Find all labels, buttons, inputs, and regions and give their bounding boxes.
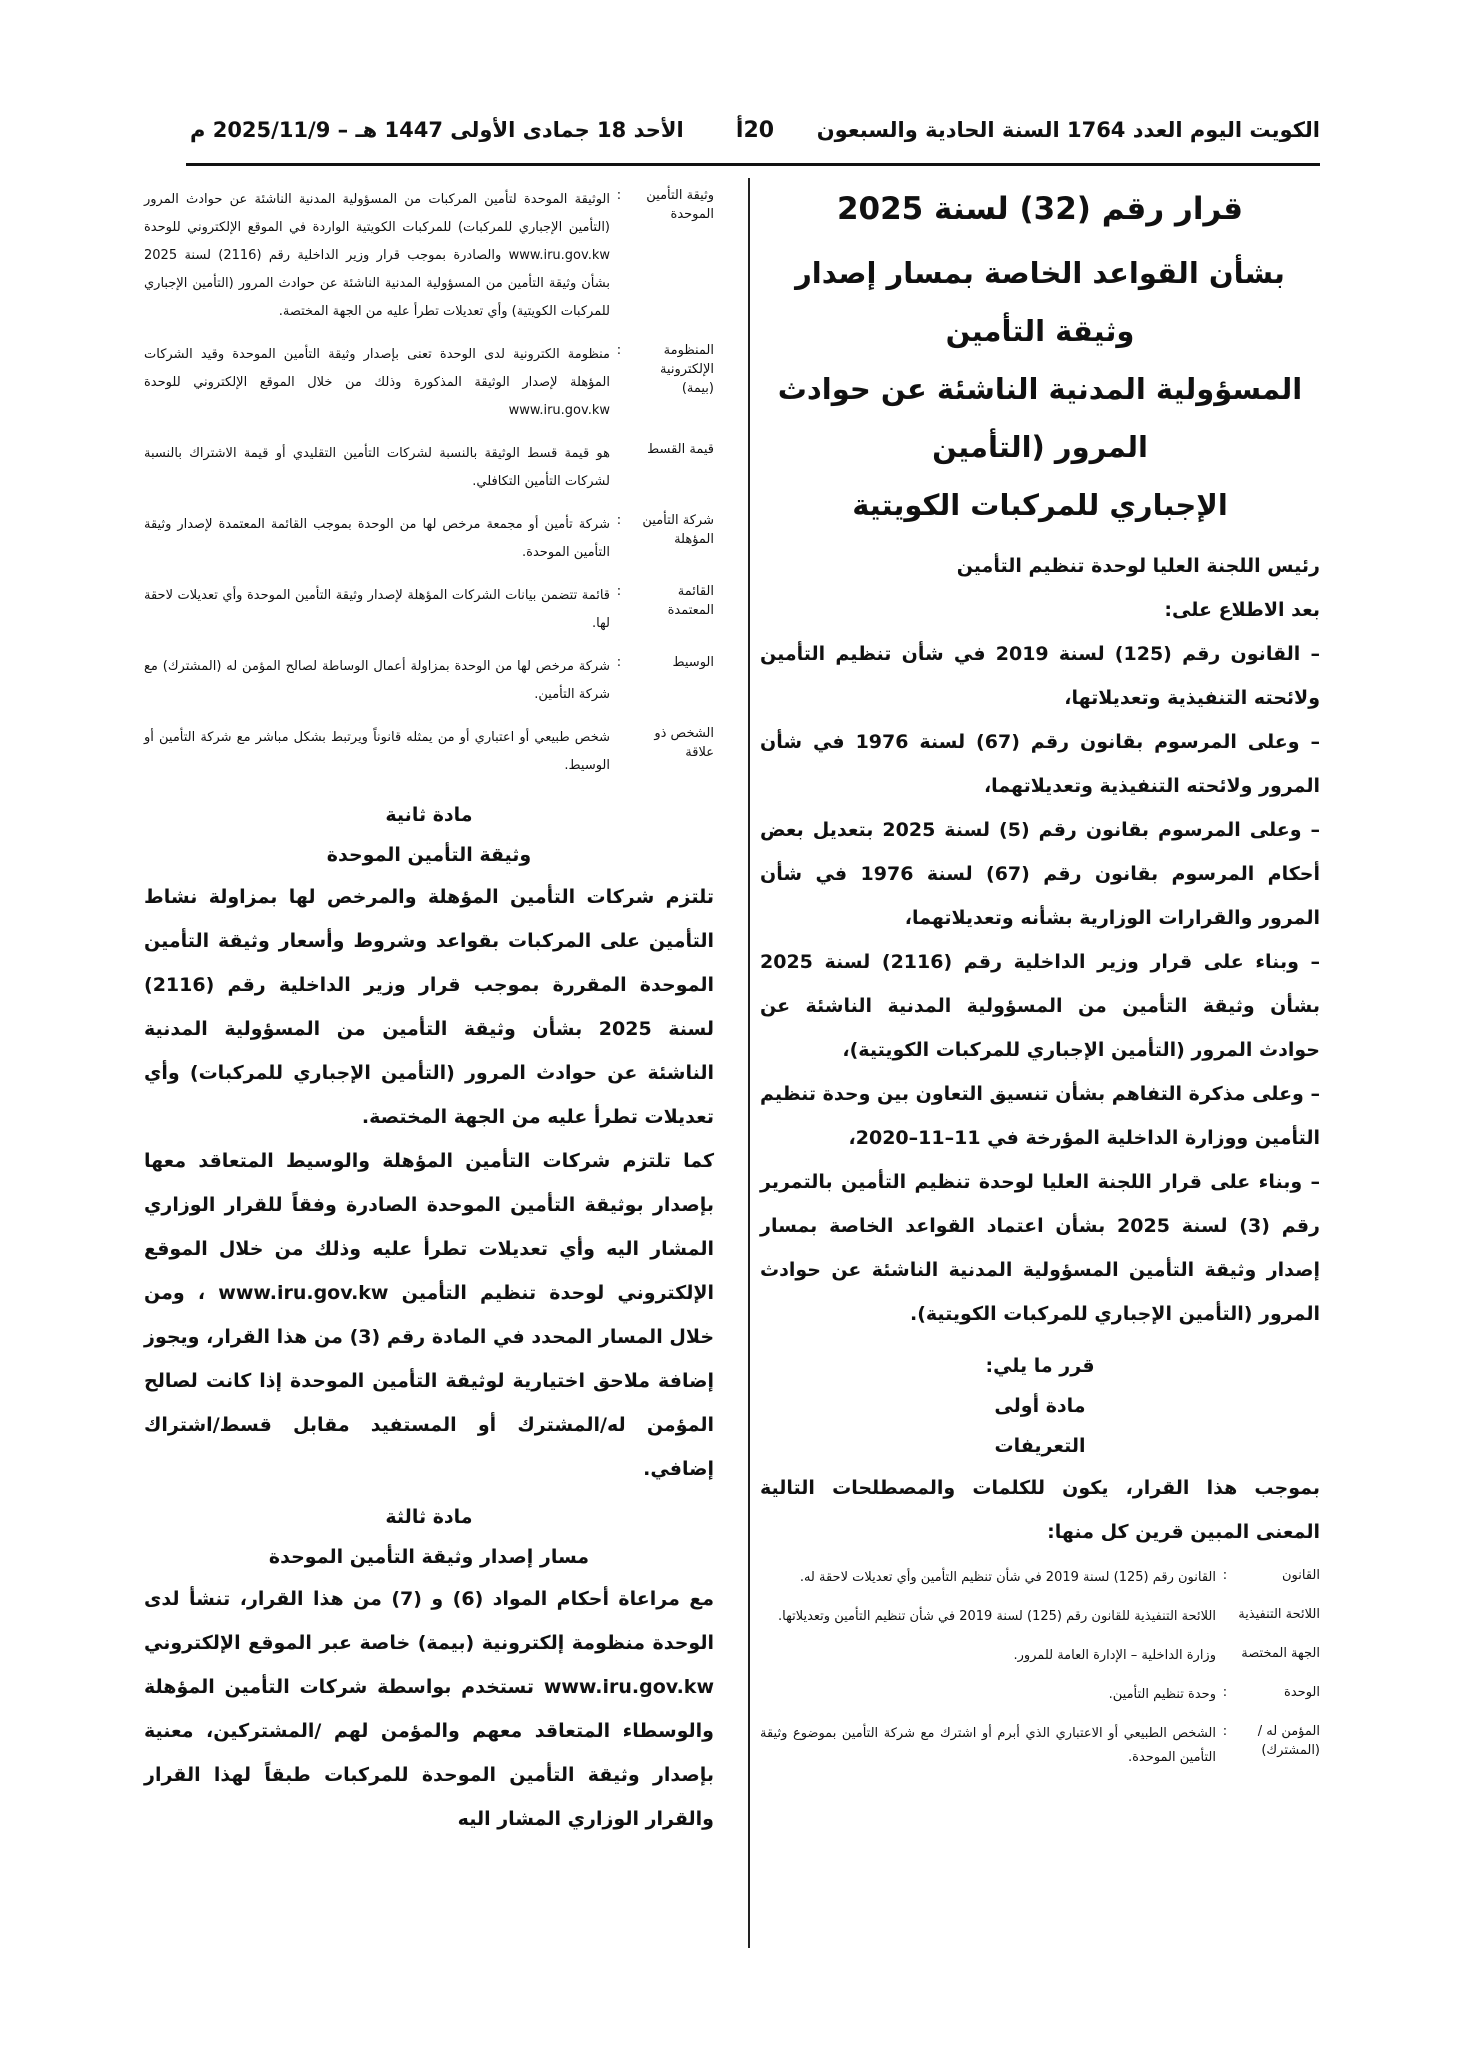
definition-term: المؤمن له / (المشترك) — [1257, 1724, 1320, 1758]
definition-term: الجهة المختصة — [1241, 1646, 1320, 1661]
definition-row — [144, 335, 714, 434]
article-3-paragraph: مع مراعاة أحكام المواد (6) و (7) من هذا القرار، تنشأ لدى الوحدة منظومة إلكترونية (بيمة) خاصة عبر الموقع الإلكتروني www.iru.gov.kw تستخدم بواسطة شركات التأمين المؤهلة والوسطاء المتعاقد معهم والمؤمن لهم /المشتركين، معنية بإصدار وثيقة التأمين الموحدة للمركبات طبقاً لهذا القرار والقرار الوزاري المشار اليه — [144, 1588, 714, 1830]
recital-item: – وبناء على قرار وزير الداخلية رقم (2116) لسنة 2025 بشأن وثيقة التأمين من المسؤولية المدنية الناشئة عن حوادث المرور (التأمين الإجباري للمركبات الكويتية)، — [760, 951, 1320, 1061]
header-divider — [186, 163, 1320, 166]
definition-text: شركة تأمين أو مجمعة مرخص لها من الوحدة بموجب القائمة المعتمدة لإصدار وثيقة التأمين الموحدة. — [144, 517, 610, 560]
article-3-heading: مادة ثالثة — [385, 1506, 473, 1528]
after-review-line: بعد الاطلاع على: — [1164, 599, 1320, 621]
recital-item: – وعلى المرسوم بقانون رقم (67) لسنة 1976 في شأن المرور ولائحته التنفيذية وتعديلاتهما، — [760, 731, 1320, 797]
definition-text: شخص طبيعي أو اعتباري أو من يمثله قانوناً ويرتبط بشكل مباشر مع شركة التأمين أو الوسيط. — [144, 730, 610, 773]
definition-term: وثيقة التأمين الموحدة — [646, 188, 714, 222]
definition-term: الوسيط — [672, 655, 714, 670]
issue-date: الأحد 18 جمادى الأولى 1447 هـ – 2025/11/9 م — [190, 118, 684, 142]
definitions-table-continued — [144, 180, 714, 789]
definition-term: القانون — [1282, 1568, 1320, 1583]
recital-item: – وبناء على قرار اللجنة العليا لوحدة تنظيم التأمين بالتمرير رقم (3) لسنة 2025 بشأن اعتماد القواعد الخاصة بمسار إصدار وثيقة التأمين المسؤولية المدنية الناشئة عن حوادث المرور (التأمين الإجباري للمركبات الكويتية). — [760, 1171, 1320, 1325]
definition-separator: : — [1222, 1685, 1228, 1700]
definition-text: اللائحة التنفيذية للقانون رقم (125) لسنة 2019 في شأن تنظيم التأمين وتعديلاتها. — [778, 1609, 1216, 1624]
page-header — [190, 118, 1320, 158]
definitions-heading: التعريفات — [994, 1435, 1086, 1457]
definition-row — [760, 1677, 1320, 1716]
definition-row — [144, 647, 714, 718]
definition-row — [760, 1599, 1320, 1638]
definition-row — [760, 1638, 1320, 1677]
column-divider — [748, 178, 750, 1948]
definition-separator: : — [616, 513, 622, 528]
definition-text: الشخص الطبيعي أو الاعتباري الذي أبرم أو اشترك مع شركة التأمين بموضوع وثيقة التأمين الموحدة. — [760, 1726, 1216, 1765]
article-3-title: مسار إصدار وثيقة التأمين الموحدة — [268, 1546, 590, 1568]
definition-separator: : — [616, 584, 622, 599]
definition-separator: : — [1222, 1724, 1228, 1739]
definition-text: القانون رقم (125) لسنة 2019 في شأن تنظيم التأمين وأي تعديلات لاحقة له. — [799, 1570, 1216, 1585]
definition-separator — [1216, 1638, 1234, 1677]
definition-row — [144, 576, 714, 647]
definition-text: منظومة الكترونية لدى الوحدة تعنى بإصدار وثيقة التأمين الموحدة وقيد الشركات المؤهلة لإصدار الوثيقة المذكورة وذلك من خلال الموقع الإلكتروني للوحدة www.iru.gov.kw — [144, 347, 610, 418]
definition-row — [144, 718, 714, 789]
decision-subject-line-3: الإجباري للمركبات الكويتية — [852, 488, 1228, 522]
definitions-table — [760, 1560, 1320, 1779]
article-2-heading: مادة ثانية — [385, 804, 473, 826]
definition-separator: : — [1222, 1568, 1228, 1583]
definition-term: اللائحة التنفيذية — [1238, 1607, 1320, 1622]
page-number: 20أ — [735, 118, 775, 143]
definition-row — [760, 1560, 1320, 1599]
article-2-paragraph: تلتزم شركات التأمين المؤهلة والمرخص لها بمزاولة نشاط التأمين على المركبات بقواعد وشروط وأسعار وثيقة التأمين الموحدة المقررة بموجب قرار وزير الداخلية رقم (2116) لسنة 2025 بشأن وثيقة التأمين من المسؤولية المدنية الناشئة عن حوادث المرور (التأمين الإجباري للمركبات) وأي تعديلات تطرأ عليه من الجهة المختصة. — [144, 886, 714, 1128]
definition-separator: : — [616, 655, 622, 670]
decision-subject-line-1: بشأن القواعد الخاصة بمسار إصدار وثيقة التأمين — [795, 256, 1285, 348]
article-1-heading: مادة أولى — [994, 1395, 1086, 1417]
recital-item: – وعلى المرسوم بقانون رقم (5) لسنة 2025 بتعديل بعض أحكام المرسوم بقانون رقم (67) لسنة 1976 في شأن المرور والقرارات الوزارية بشأنه وتعديلاتهما، — [760, 819, 1320, 929]
definitions-intro: بموجب هذا القرار، يكون للكلمات والمصطلحات التالية المعنى المبين قرين كل منها: — [760, 1477, 1320, 1543]
article-2-title: وثيقة التأمين الموحدة — [326, 844, 532, 866]
definition-row — [760, 1716, 1320, 1779]
definition-row — [144, 180, 714, 335]
definition-term: القائمة المعتمدة — [667, 584, 714, 618]
definition-text: وحدة تنظيم التأمين. — [1108, 1687, 1216, 1702]
definition-row — [144, 434, 714, 505]
definition-text: شركة مرخص لها من الوحدة بمزاولة أعمال الوساطة لصالح المؤمن له (المشترك) مع شركة التأمين. — [144, 659, 610, 702]
issuer-line: رئيس اللجنة العليا لوحدة تنظيم التأمين — [956, 555, 1320, 577]
definition-term: الوحدة — [1284, 1685, 1320, 1700]
definition-separator — [610, 718, 628, 789]
definition-term: المنظومة الإلكترونية (بيمة) — [659, 343, 714, 396]
article-2-paragraph: كما تلتزم شركات التأمين المؤهلة والوسيط المتعاقد معها بإصدار بوثيقة التأمين الموحدة الصادرة وفقاً للقرار الوزاري المشار اليه وأي تعديلات تطرأ عليه وذلك من خلال الموقع الإلكتروني لوحدة تنظيم التأمين www.iru.gov.kw ، ومن خلال المسار المحدد في المادة رقم (3) من هذا القرار، ويجوز إضافة ملاحق اختيارية لوثيقة التأمين الموحدة إذا كانت لصالح المؤمن له/المشترك أو المستفيد مقابل قسط/اشتراك إضافي. — [144, 1150, 715, 1480]
definition-text: وزارة الداخلية – الإدارة العامة للمرور. — [1013, 1648, 1216, 1663]
issue-info: الكويت اليوم العدد 1764 السنة الحادية والسبعون — [816, 118, 1320, 142]
definition-separator — [610, 434, 628, 505]
definition-separator: : — [616, 188, 622, 203]
definition-separator — [1216, 1599, 1234, 1638]
definition-text: هو قيمة قسط الوثيقة بالنسبة لشركات التأمين التقليدي أو قيمة الاشتراك بالنسبة لشركات التأمين التكافلي. — [144, 446, 610, 489]
definition-term: الشخص ذو علاقة — [654, 726, 714, 760]
definition-term: شركة التأمين المؤهلة — [642, 513, 714, 547]
definition-text: قائمة تتضمن بيانات الشركات المؤهلة لإصدار وثيقة التأمين الموحدة وأي تعديلات لاحقة لها. — [144, 588, 610, 631]
right-column — [760, 180, 1320, 1779]
recital-item: – القانون رقم (125) لسنة 2019 في شأن تنظيم التأمين ولائحته التنفيذية وتعديلاتها، — [760, 643, 1320, 709]
definition-text: الوثيقة الموحدة لتأمين المركبات من المسؤولية المدنية الناشئة عن حوادث المرور (التأمين الإجباري للمركبات) للمركبات الكويتية الواردة في الموقع الإلكتروني للوحدة www.iru.gov.kw والصادرة بموجب قرار وزير الداخلية رقم (2116) لسنة 2025 بشأن وثيقة التأمين من المسؤولية المدنية الناشئة عن حوادث المرور (التأمين الإجباري للمركبات الكويتية) وأي تعديلات تطرأ عليه من الجهة المختصة. — [144, 192, 610, 319]
definition-row — [144, 505, 714, 576]
decided-heading: قرر ما يلي: — [985, 1355, 1095, 1377]
definition-term: قيمة القسط — [647, 442, 714, 457]
decision-subject-line-2: المسؤولية المدنية الناشئة عن حوادث المرور (التأمين — [777, 372, 1303, 464]
recital-item: – وعلى مذكرة التفاهم بشأن تنسيق التعاون بين وحدة تنظيم التأمين ووزارة الداخلية المؤرخة في 11–11–2020، — [760, 1083, 1320, 1149]
definition-separator: : — [616, 343, 622, 358]
decision-title: قرار رقم (32) لسنة 2025 — [836, 191, 1244, 227]
left-column — [144, 180, 714, 1841]
